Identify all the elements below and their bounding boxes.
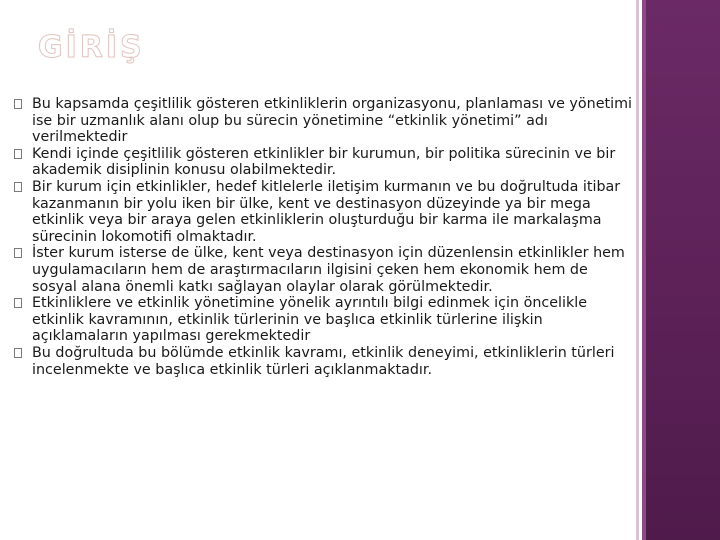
bullet-box-icon xyxy=(14,182,22,192)
bullet-list xyxy=(14,96,632,378)
bullet-text: Etkinliklere ve etkinlik yönetimine yönelik ayrıntılı bilgi edinmek için öncelikle etkinlik kavramının, etkinlik türlerinin ve başlıca etkinlik türlerine ilişkin açıklamaların yapılması gerekmektedir xyxy=(32,295,588,345)
bullet-box-icon xyxy=(14,149,22,159)
bullet-item-6 xyxy=(14,345,632,378)
bullet-box-icon xyxy=(14,348,22,358)
decorative-sidebar xyxy=(642,0,720,540)
bullet-box-icon xyxy=(14,248,22,258)
bullet-text: Bir kurum için etkinlikler, hedef kitlelerle iletişim kurmanın ve bu doğrultuda itibar kazanmanın bir yolu iken bir ülke, kent ve destinasyon düzeyinde ya bir mega etkinlik veya bir araya gelen etkinliklerin oluşturduğu bir karma ile markalaşma sürecinin lokomotifi olmaktadır. xyxy=(32,178,621,245)
bullet-box-icon xyxy=(14,298,22,308)
bullet-item-4 xyxy=(14,245,632,295)
bullet-text: Bu kapsamda çeşitlilik gösteren etkinliklerin organizasyonu, planlaması ve yönetimi ise bir uzmanlık alanı olup bu sürecin yönetimine “etkinlik yönetimi” adı verilmektedir xyxy=(32,96,632,146)
bullet-text: Kendi içinde çeşitlilik gösteren etkinlikler bir kurumun, bir politika sürecinin ve bir akademik disiplinin konusu olabilmektedir. xyxy=(32,145,616,179)
bullet-box-icon xyxy=(14,99,22,109)
bullet-item-3 xyxy=(14,179,632,245)
bullet-text: Bu doğrultuda bu bölümde etkinlik kavramı, etkinlik deneyimi, etkinliklerin türleri incelenmekte ve başlıca etkinlik türleri açıklanmaktadır. xyxy=(32,344,615,378)
slide-title: GİRİŞ xyxy=(38,30,145,65)
bullet-text: İster kurum isterse de ülke, kent veya destinasyon için düzenlensin etkinlikler hem uygulamacıların hem de araştırmacıların ilgisini çeken hem ekonomik hem de sosyal alana önemli katkı sağlayan olaylar olarak görülmektedir. xyxy=(32,245,625,295)
bullet-item-2 xyxy=(14,146,632,179)
bullet-item-1 xyxy=(14,96,632,146)
bullet-item-5 xyxy=(14,295,632,345)
sidebar-accent-stripe xyxy=(636,0,639,540)
